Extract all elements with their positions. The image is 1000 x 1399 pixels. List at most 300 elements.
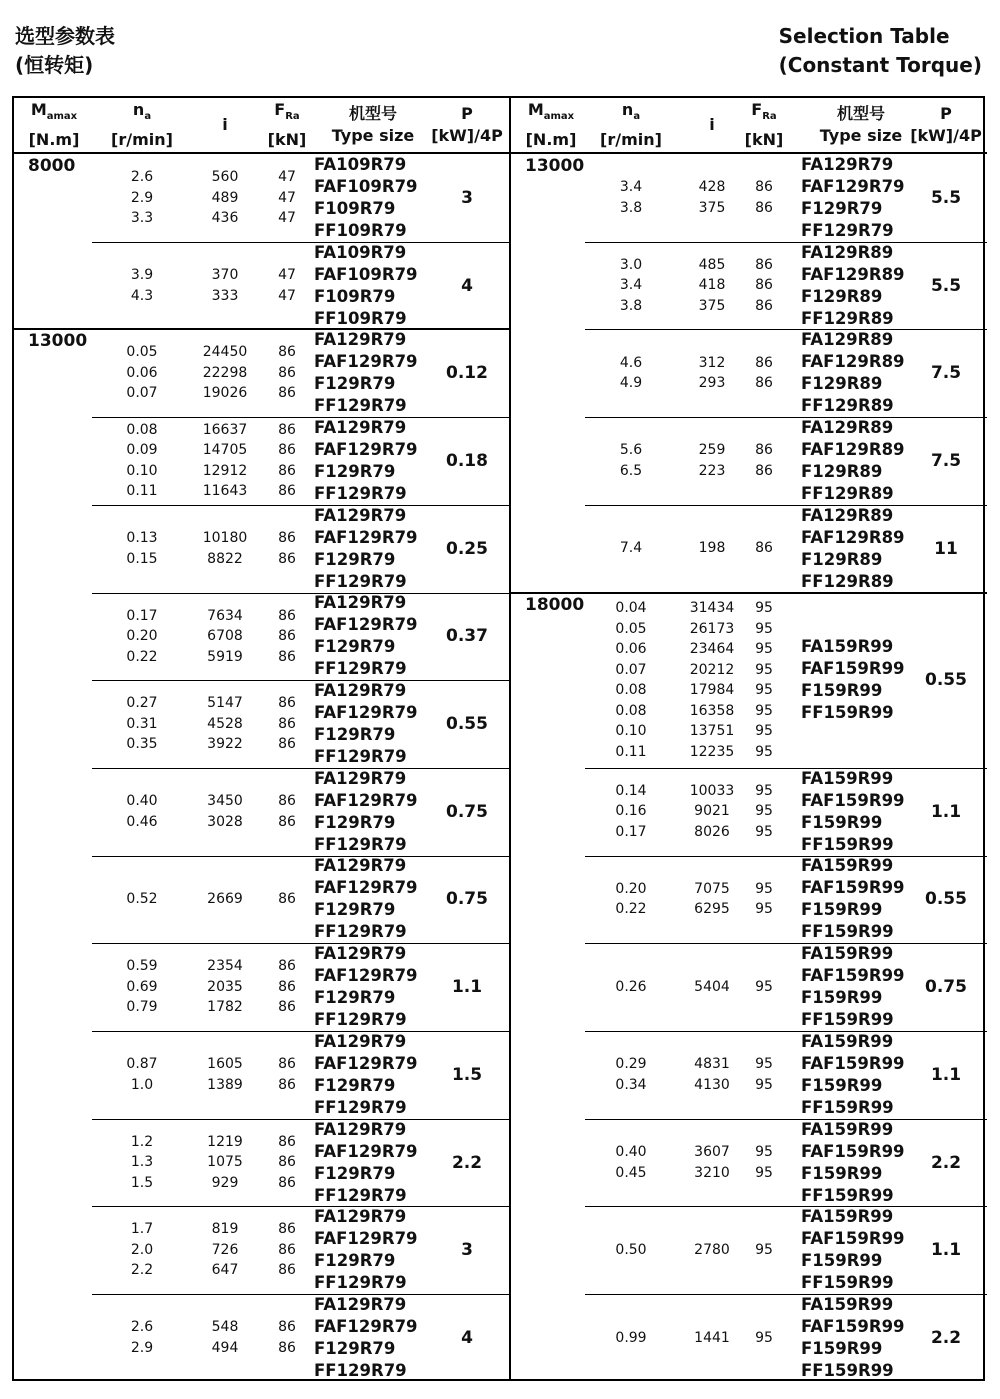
type-size-item: F129R79 xyxy=(314,900,396,920)
speed-value: 0.59 xyxy=(126,958,158,975)
table-row xyxy=(14,417,509,505)
col-header-type-size-label xyxy=(349,103,397,125)
radial-load-value: 86 xyxy=(755,442,773,459)
radial-load-value: 95 xyxy=(755,702,773,719)
power-value: 0.55 xyxy=(925,670,967,691)
ratio-values xyxy=(186,329,264,417)
type-size-item: FAF129R79 xyxy=(314,1229,418,1249)
radial-load-values xyxy=(739,154,789,242)
radial-load-values xyxy=(258,768,316,856)
ratio-value: 5404 xyxy=(694,978,730,995)
col-header-fra-label xyxy=(751,99,776,128)
type-size-item: F159R99 xyxy=(801,900,883,920)
speed-value: 0.06 xyxy=(126,364,158,381)
type-size-item: FA159R99 xyxy=(801,1207,894,1227)
ratio-value: 1219 xyxy=(207,1133,243,1150)
table-row xyxy=(14,593,509,681)
radial-load-value: 86 xyxy=(278,736,296,753)
ratio-value: 12912 xyxy=(202,462,248,479)
ratio-values xyxy=(677,1031,747,1119)
col-header-type-size-symbol: 机型号 xyxy=(836,104,885,123)
ratio-value: 3028 xyxy=(207,813,243,830)
radial-load-value: 86 xyxy=(755,540,773,557)
type-size-list xyxy=(801,154,921,242)
ratio-values xyxy=(677,417,747,505)
radial-load-value: 86 xyxy=(755,199,773,216)
type-size-item: FAF129R79 xyxy=(314,1316,418,1336)
radial-load-value: 95 xyxy=(755,641,773,658)
radial-load-value: 86 xyxy=(278,1154,296,1171)
col-header-mamax-label xyxy=(31,99,77,128)
type-size-item: FA159R99 xyxy=(801,768,894,788)
radial-load-value: 86 xyxy=(278,483,296,500)
speed-values xyxy=(585,1294,677,1382)
radial-load-value: 86 xyxy=(278,442,296,459)
type-size-item: FA109R79 xyxy=(314,154,407,174)
col-header-mamax xyxy=(511,98,591,152)
radial-load-value: 86 xyxy=(755,462,773,479)
en-title: Selection Table xyxy=(778,24,950,48)
ratio-values xyxy=(186,1206,264,1294)
type-size-item: FAF129R79 xyxy=(314,1141,418,1161)
radial-load-value: 86 xyxy=(278,385,296,402)
type-size-list xyxy=(801,768,921,856)
type-size-list xyxy=(801,943,921,1031)
type-size-item: FF129R79 xyxy=(801,220,894,240)
col-header-type-size xyxy=(314,98,432,152)
speed-value: 0.15 xyxy=(126,550,158,567)
ratio-values xyxy=(677,1294,747,1382)
radial-load-value: 86 xyxy=(278,978,296,995)
type-size-item: FA129R79 xyxy=(314,1119,407,1139)
speed-values xyxy=(585,505,677,593)
radial-load-value: 86 xyxy=(278,999,296,1016)
col-header-mamax-unit: [N.m] xyxy=(525,129,577,149)
speed-value: 1.0 xyxy=(130,1076,154,1093)
ratio-value: 1441 xyxy=(694,1329,730,1346)
col-header-na-label xyxy=(622,99,640,128)
radial-load-values xyxy=(739,1206,789,1294)
speed-value: 7.4 xyxy=(619,540,643,557)
speed-value: 0.08 xyxy=(126,421,158,438)
ratio-value: 726 xyxy=(211,1241,239,1258)
col-header-power-label xyxy=(461,103,473,125)
speed-value: 0.22 xyxy=(126,648,158,665)
speed-value: 1.5 xyxy=(130,1174,154,1191)
ratio-value: 2354 xyxy=(207,958,243,975)
type-size-item: FF129R89 xyxy=(801,571,894,591)
type-size-item: FAF129R79 xyxy=(314,1053,418,1073)
table-row xyxy=(14,680,509,768)
power-value: 0.75 xyxy=(446,889,488,910)
table-row xyxy=(14,943,509,1031)
speed-value: 0.69 xyxy=(126,978,158,995)
ratio-value: 6295 xyxy=(694,901,730,918)
power-value: 0.55 xyxy=(446,714,488,735)
radial-load-value: 95 xyxy=(755,723,773,740)
type-size-item: FAF129R79 xyxy=(314,615,418,635)
ratio-values xyxy=(186,856,264,944)
radial-load-value: 95 xyxy=(755,1076,773,1093)
type-size-item: FF109R79 xyxy=(314,220,407,240)
ratio-value: 8822 xyxy=(207,550,243,567)
table-row xyxy=(511,417,987,505)
radial-load-values xyxy=(739,1031,789,1119)
speed-values xyxy=(96,1206,188,1294)
radial-load-value: 47 xyxy=(278,210,296,227)
speed-value: 0.04 xyxy=(615,600,647,617)
power-value: 1.1 xyxy=(930,1064,962,1085)
power-value: 5.5 xyxy=(930,275,962,296)
radial-load-value: 86 xyxy=(278,530,296,547)
col-header-type-size-symbol: 机型号 xyxy=(348,104,397,123)
type-size-item: FAF109R79 xyxy=(314,264,418,284)
type-size-item: FF109R79 xyxy=(314,308,407,328)
type-size-item: F129R79 xyxy=(314,637,396,657)
table-row xyxy=(511,768,987,856)
radial-load-value: 86 xyxy=(755,179,773,196)
speed-value: 0.40 xyxy=(126,793,158,810)
type-size-list xyxy=(314,1294,432,1382)
speed-values xyxy=(585,417,677,505)
col-header-na xyxy=(585,98,677,152)
type-size-item: FAF129R79 xyxy=(314,966,418,986)
speed-values xyxy=(585,242,677,330)
ratio-value: 14705 xyxy=(202,442,248,459)
radial-load-value: 86 xyxy=(278,1221,296,1238)
speed-value: 3.0 xyxy=(619,256,643,273)
radial-load-value: 86 xyxy=(278,1174,296,1191)
radial-load-value: 86 xyxy=(278,958,296,975)
speed-value: 0.06 xyxy=(615,641,647,658)
ratio-value: 647 xyxy=(211,1262,239,1279)
type-size-item: FAF129R79 xyxy=(314,527,418,547)
power-value: 4 xyxy=(461,275,473,296)
ratio-value: 2780 xyxy=(694,1241,730,1258)
type-size-item: FF129R79 xyxy=(314,922,407,942)
radial-load-value: 86 xyxy=(278,1262,296,1279)
type-size-item: F159R99 xyxy=(801,681,883,701)
col-header-mamax xyxy=(14,98,94,152)
table-row xyxy=(14,1031,509,1119)
type-size-item: FA129R89 xyxy=(801,242,894,262)
col-header-i-symbol: i xyxy=(709,115,715,134)
speed-values xyxy=(96,329,188,417)
speed-value: 0.08 xyxy=(615,682,647,699)
radial-load-value: 47 xyxy=(278,287,296,304)
col-header-i-symbol: i xyxy=(222,115,228,134)
radial-load-value: 86 xyxy=(278,813,296,830)
radial-load-value: 95 xyxy=(755,743,773,760)
type-size-list xyxy=(314,856,432,944)
speed-values xyxy=(96,768,188,856)
type-size-item: FF159R99 xyxy=(801,834,894,854)
speed-value: 1.3 xyxy=(130,1154,154,1171)
radial-load-values xyxy=(258,154,316,242)
speed-value: 5.6 xyxy=(619,442,643,459)
radial-load-value: 86 xyxy=(278,421,296,438)
type-size-item: F129R89 xyxy=(801,549,883,569)
radial-load-value: 47 xyxy=(278,189,296,206)
col-header-i xyxy=(677,98,747,152)
ratio-values xyxy=(677,329,747,417)
ratio-value: 485 xyxy=(698,256,726,273)
type-size-list xyxy=(314,154,432,242)
ratio-value: 3210 xyxy=(694,1164,730,1181)
radial-load-value: 95 xyxy=(755,1164,773,1181)
type-size-item: FF159R99 xyxy=(801,922,894,942)
type-size-item: FAF129R89 xyxy=(801,527,905,547)
speed-value: 0.07 xyxy=(615,661,647,678)
radial-load-values xyxy=(258,242,316,330)
col-header-fra xyxy=(258,98,316,152)
type-size-item: FF129R79 xyxy=(314,1185,407,1205)
radial-load-values xyxy=(258,943,316,1031)
speed-values xyxy=(585,1206,677,1294)
type-size-item: FF129R79 xyxy=(314,1010,407,1030)
ratio-value: 293 xyxy=(698,375,726,392)
type-size-item: F159R99 xyxy=(801,1338,883,1358)
ratio-value: 198 xyxy=(698,540,726,557)
type-size-list xyxy=(801,1206,921,1294)
radial-load-values xyxy=(258,1206,316,1294)
table-left-half xyxy=(14,98,509,1379)
max-torque-value: 18000 xyxy=(525,594,585,615)
speed-value: 1.2 xyxy=(130,1133,154,1150)
type-size-item: FA129R79 xyxy=(314,856,407,876)
power-value: 3 xyxy=(461,1240,473,1261)
ratio-values xyxy=(677,943,747,1031)
type-size-item: FAF159R99 xyxy=(801,966,905,986)
speed-value: 3.8 xyxy=(619,199,643,216)
en-header xyxy=(779,22,982,80)
speed-values xyxy=(96,242,188,330)
ratio-value: 24450 xyxy=(202,344,248,361)
speed-value: 3.9 xyxy=(130,267,154,284)
ratio-value: 418 xyxy=(698,277,726,294)
ratio-value: 22298 xyxy=(202,364,248,381)
type-size-item: FF159R99 xyxy=(801,1185,894,1205)
type-size-item: FA129R89 xyxy=(801,417,894,437)
radial-load-value: 86 xyxy=(755,375,773,392)
speed-value: 0.31 xyxy=(126,715,158,732)
speed-values xyxy=(96,154,188,242)
speed-value: 0.26 xyxy=(615,978,647,995)
type-size-list xyxy=(801,417,921,505)
col-header-power-symbol: P xyxy=(940,104,952,123)
col-header-power-unit: [kW]/4P xyxy=(910,126,982,145)
type-size-item: FAF129R79 xyxy=(314,352,418,372)
col-header-fra-unit: [kN] xyxy=(744,129,784,149)
speed-values xyxy=(585,1031,677,1119)
ratio-value: 375 xyxy=(698,297,726,314)
ratio-value: 428 xyxy=(698,179,726,196)
type-size-item: FF129R79 xyxy=(314,1273,407,1293)
type-size-item: FF129R79 xyxy=(314,1360,407,1380)
speed-value: 2.0 xyxy=(130,1241,154,1258)
radial-load-value: 86 xyxy=(755,256,773,273)
radial-load-value: 86 xyxy=(278,344,296,361)
radial-load-values xyxy=(739,1294,789,1382)
speed-values xyxy=(96,680,188,768)
max-torque-value: 13000 xyxy=(525,156,585,176)
radial-load-value: 86 xyxy=(278,648,296,665)
type-size-item: FAF129R89 xyxy=(801,352,905,372)
type-size-list xyxy=(314,329,432,417)
ratio-value: 7634 xyxy=(207,607,243,624)
speed-value: 0.79 xyxy=(126,999,158,1016)
type-size-item: FAF129R79 xyxy=(801,176,905,196)
table-right-half xyxy=(509,98,987,1379)
type-size-item: F129R79 xyxy=(314,812,396,832)
ratio-value: 20212 xyxy=(689,661,735,678)
col-header-na-symbol: n xyxy=(621,100,634,120)
col-header-na-label xyxy=(133,99,151,128)
speed-value: 0.35 xyxy=(126,736,158,753)
type-size-item: FA129R79 xyxy=(314,768,407,788)
power-value: 1.1 xyxy=(930,1240,962,1261)
col-header-i-label xyxy=(709,114,714,136)
radial-load-values xyxy=(739,417,789,505)
ratio-value: 3607 xyxy=(694,1144,730,1161)
max-torque-value: 8000 xyxy=(28,156,76,176)
col-header-na-symbol: n xyxy=(132,100,145,120)
type-size-list xyxy=(314,593,432,681)
speed-value: 1.7 xyxy=(130,1221,154,1238)
type-size-item: FA159R99 xyxy=(801,944,894,964)
radial-load-values xyxy=(739,768,789,856)
speed-value: 0.34 xyxy=(615,1076,647,1093)
radial-load-value: 86 xyxy=(278,891,296,908)
ratio-values xyxy=(186,593,264,681)
type-size-item: F159R99 xyxy=(801,1251,883,1271)
power-value: 0.75 xyxy=(925,977,967,998)
cn-header xyxy=(15,22,115,80)
ratio-value: 10180 xyxy=(202,530,248,547)
type-size-item: FA159R99 xyxy=(801,856,894,876)
ratio-values xyxy=(186,1119,264,1207)
speed-values xyxy=(585,856,677,944)
type-size-list xyxy=(801,856,921,944)
radial-load-value: 95 xyxy=(755,600,773,617)
ratio-values xyxy=(677,242,747,330)
speed-value: 0.16 xyxy=(615,803,647,820)
table-row xyxy=(511,329,987,417)
ratio-value: 2669 xyxy=(207,891,243,908)
col-header-power-symbol: P xyxy=(461,104,473,123)
speed-value: 2.2 xyxy=(130,1262,154,1279)
speed-value: 0.10 xyxy=(126,462,158,479)
power-value: 4 xyxy=(461,1327,473,1348)
speed-values xyxy=(585,154,677,242)
radial-load-value: 95 xyxy=(755,803,773,820)
speed-value: 0.05 xyxy=(615,620,647,637)
ratio-value: 10033 xyxy=(689,782,735,799)
speed-value: 0.20 xyxy=(615,880,647,897)
power-value: 11 xyxy=(934,538,958,559)
speed-values xyxy=(585,1119,677,1207)
type-size-item: FF159R99 xyxy=(801,703,894,723)
speed-value: 0.13 xyxy=(126,530,158,547)
type-size-item: FAF159R99 xyxy=(801,878,905,898)
ratio-value: 375 xyxy=(698,199,726,216)
type-size-item: FAF159R99 xyxy=(801,659,905,679)
radial-load-value: 95 xyxy=(755,901,773,918)
table-row xyxy=(14,856,509,944)
col-header-i xyxy=(186,98,264,152)
type-size-item: FA129R79 xyxy=(314,1207,407,1227)
speed-value: 2.6 xyxy=(130,169,154,186)
type-size-item: FF129R79 xyxy=(314,659,407,679)
type-size-item: FA129R79 xyxy=(314,330,407,350)
type-size-item: F129R79 xyxy=(314,725,396,745)
radial-load-values xyxy=(258,593,316,681)
type-size-item: FF129R79 xyxy=(314,396,407,416)
type-size-item: FAF159R99 xyxy=(801,1141,905,1161)
radial-load-values xyxy=(258,417,316,505)
ratio-values xyxy=(677,505,747,593)
type-size-list xyxy=(314,505,432,593)
speed-value: 4.9 xyxy=(619,375,643,392)
type-size-item: FAF109R79 xyxy=(314,176,418,196)
ratio-values xyxy=(677,154,747,242)
selection-table xyxy=(12,96,985,1381)
ratio-value: 4528 xyxy=(207,715,243,732)
power-value: 0.25 xyxy=(446,538,488,559)
speed-values xyxy=(96,505,188,593)
ratio-value: 333 xyxy=(211,287,239,304)
col-header-type-size-unit: Type size xyxy=(819,126,903,145)
col-header-fra xyxy=(739,98,789,152)
col-header-na-unit: [r/min] xyxy=(111,129,173,149)
radial-load-value: 86 xyxy=(278,793,296,810)
ratio-value: 1605 xyxy=(207,1056,243,1073)
type-size-item: FF159R99 xyxy=(801,1360,894,1380)
ratio-value: 1782 xyxy=(207,999,243,1016)
radial-load-value: 95 xyxy=(755,620,773,637)
ratio-value: 4130 xyxy=(694,1076,730,1093)
speed-values xyxy=(585,593,677,768)
ratio-value: 1389 xyxy=(207,1076,243,1093)
ratio-value: 17984 xyxy=(689,682,735,699)
radial-load-value: 86 xyxy=(278,462,296,479)
speed-values xyxy=(585,768,677,856)
radial-load-values xyxy=(739,593,789,768)
radial-load-values xyxy=(739,1119,789,1207)
type-size-list xyxy=(314,1031,432,1119)
type-size-list xyxy=(314,943,432,1031)
speed-values xyxy=(96,593,188,681)
table-row xyxy=(511,1119,987,1207)
type-size-item: FA129R79 xyxy=(314,1294,407,1314)
type-size-item: FF129R89 xyxy=(801,483,894,503)
speed-value: 0.11 xyxy=(126,483,158,500)
col-header-i-label xyxy=(222,114,227,136)
col-header-mamax-symbol: M xyxy=(30,100,47,120)
speed-value: 2.9 xyxy=(130,189,154,206)
type-size-item: FA129R79 xyxy=(314,505,407,525)
speed-value: 0.20 xyxy=(126,628,158,645)
speed-value: 3.8 xyxy=(619,297,643,314)
speed-value: 0.99 xyxy=(615,1329,647,1346)
speed-values xyxy=(585,943,677,1031)
ratio-value: 436 xyxy=(211,210,239,227)
table-row xyxy=(14,242,509,330)
ratio-value: 5919 xyxy=(207,648,243,665)
table-row xyxy=(14,329,509,417)
ratio-value: 13751 xyxy=(689,723,735,740)
ratio-values xyxy=(186,505,264,593)
